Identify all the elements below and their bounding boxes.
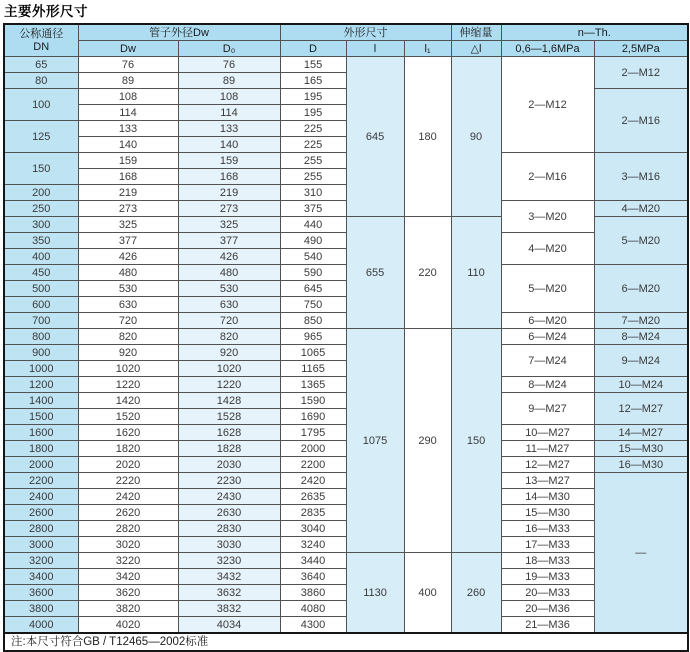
- cell-d: 540: [280, 249, 346, 265]
- cell-dn: 65: [4, 57, 78, 73]
- cell-l1: 180: [404, 57, 451, 217]
- cell-d: 255: [280, 153, 346, 169]
- cell-dw: 1620: [78, 425, 178, 441]
- cell-dw: 530: [78, 281, 178, 297]
- cell-dn: 2400: [4, 489, 78, 505]
- cell-d: 375: [280, 201, 346, 217]
- cell-d0: 1428: [178, 393, 280, 409]
- table-note: 注:本尺寸符合GB / T12465—2002标准: [4, 633, 688, 651]
- cell-d0: 108: [178, 89, 280, 105]
- cell-d0: 3230: [178, 553, 280, 569]
- cell-dw: 820: [78, 329, 178, 345]
- cell-th25: 9—M24: [594, 345, 688, 377]
- cell-d0: 140: [178, 137, 280, 153]
- cell-th25: 16—M30: [594, 457, 688, 473]
- cell-dl: 90: [451, 57, 501, 217]
- cell-th25: 7—M20: [594, 313, 688, 329]
- cell-d0: 89: [178, 73, 280, 89]
- cell-d: 750: [280, 297, 346, 313]
- cell-dn: 200: [4, 185, 78, 201]
- cell-th25: 12—M27: [594, 393, 688, 425]
- cell-d: 1165: [280, 361, 346, 377]
- cell-th25: 15—M30: [594, 441, 688, 457]
- cell-th25: 8—M24: [594, 329, 688, 345]
- cell-d0: 3832: [178, 601, 280, 617]
- cell-l1: 220: [404, 217, 451, 329]
- cell-dn: 125: [4, 121, 78, 153]
- cell-d: 2420: [280, 473, 346, 489]
- cell-dw: 325: [78, 217, 178, 233]
- cell-th16: 14—M30: [501, 489, 594, 505]
- table-row: [4, 57, 688, 73]
- header-l: l: [346, 41, 404, 57]
- cell-dn: 500: [4, 281, 78, 297]
- cell-d0: 2830: [178, 521, 280, 537]
- cell-dw: 2420: [78, 489, 178, 505]
- cell-dn: 350: [4, 233, 78, 249]
- cell-dw: 219: [78, 185, 178, 201]
- cell-dn: 700: [4, 313, 78, 329]
- cell-d0: 1020: [178, 361, 280, 377]
- cell-th16: 4—M20: [501, 233, 594, 265]
- cell-d: 4080: [280, 601, 346, 617]
- cell-d0: 2230: [178, 473, 280, 489]
- cell-d: 2835: [280, 505, 346, 521]
- cell-dn: 1500: [4, 409, 78, 425]
- cell-d0: 630: [178, 297, 280, 313]
- cell-dw: 76: [78, 57, 178, 73]
- cell-dn: 800: [4, 329, 78, 345]
- cell-d0: 159: [178, 153, 280, 169]
- cell-d: 1795: [280, 425, 346, 441]
- cell-th16: 3—M20: [501, 201, 594, 233]
- cell-dn: 900: [4, 345, 78, 361]
- cell-d0: 720: [178, 313, 280, 329]
- cell-dw: 3220: [78, 553, 178, 569]
- cell-d: 195: [280, 105, 346, 121]
- cell-dw: 3020: [78, 537, 178, 553]
- cell-d0: 530: [178, 281, 280, 297]
- cell-dw: 3420: [78, 569, 178, 585]
- header-dn-sub: DN: [33, 40, 50, 53]
- cell-dw: 480: [78, 265, 178, 281]
- cell-dw: 920: [78, 345, 178, 361]
- cell-dn: 3000: [4, 537, 78, 553]
- header-mpa-0616: 0,6—1,6MPa: [501, 41, 594, 57]
- cell-th25: 6—M20: [594, 265, 688, 313]
- cell-th25: 4—M20: [594, 201, 688, 217]
- cell-dw: 2220: [78, 473, 178, 489]
- cell-d: 590: [280, 265, 346, 281]
- cell-d0: 480: [178, 265, 280, 281]
- cell-th16: 19—M33: [501, 569, 594, 585]
- cell-dn: 4000: [4, 617, 78, 634]
- cell-d0: 820: [178, 329, 280, 345]
- cell-dw: 168: [78, 169, 178, 185]
- cell-dw: 4020: [78, 617, 178, 634]
- cell-d: 1365: [280, 377, 346, 393]
- cell-th16: 18—M33: [501, 553, 594, 569]
- cell-th16: 20—M33: [501, 585, 594, 601]
- cell-d0: 1828: [178, 441, 280, 457]
- cell-th16: 6—M20: [501, 313, 594, 329]
- header-delta-l: △l: [451, 41, 501, 57]
- cell-d0: 3432: [178, 569, 280, 585]
- dimensions-table: [3, 23, 689, 652]
- cell-th16: 9—M27: [501, 393, 594, 425]
- cell-th25: —: [594, 473, 688, 634]
- cell-d: 195: [280, 89, 346, 105]
- cell-dn: 2600: [4, 505, 78, 521]
- cell-dw: 140: [78, 137, 178, 153]
- cell-d0: 4034: [178, 617, 280, 634]
- cell-d: 3640: [280, 569, 346, 585]
- cell-l: 655: [346, 217, 404, 329]
- cell-th25: 3—M16: [594, 153, 688, 201]
- cell-l: 645: [346, 57, 404, 217]
- cell-d: 3040: [280, 521, 346, 537]
- cell-dn: 3800: [4, 601, 78, 617]
- cell-th16: 6—M24: [501, 329, 594, 345]
- cell-dn: 150: [4, 153, 78, 185]
- cell-d: 1690: [280, 409, 346, 425]
- cell-d0: 76: [178, 57, 280, 73]
- cell-l: 1130: [346, 553, 404, 634]
- cell-th16: 20—M36: [501, 601, 594, 617]
- cell-d: 490: [280, 233, 346, 249]
- cell-th25: 14—M27: [594, 425, 688, 441]
- cell-d0: 1528: [178, 409, 280, 425]
- cell-d: 850: [280, 313, 346, 329]
- cell-d: 165: [280, 73, 346, 89]
- cell-dn: 1600: [4, 425, 78, 441]
- cell-dl: 110: [451, 217, 501, 329]
- cell-dw: 1420: [78, 393, 178, 409]
- cell-dn: 80: [4, 73, 78, 89]
- cell-d: 310: [280, 185, 346, 201]
- cell-th16: 7—M24: [501, 345, 594, 377]
- cell-d0: 2430: [178, 489, 280, 505]
- header-dn-label: 公称通径: [19, 27, 64, 40]
- cell-dw: 630: [78, 297, 178, 313]
- cell-d: 2200: [280, 457, 346, 473]
- cell-d0: 168: [178, 169, 280, 185]
- cell-th16: 10—M27: [501, 425, 594, 441]
- cell-th16: 8—M24: [501, 377, 594, 393]
- cell-th16: 15—M30: [501, 505, 594, 521]
- cell-th25: 5—M20: [594, 217, 688, 265]
- header-d0: D₀: [178, 41, 280, 57]
- header-pipe-od: 管子外径Dw: [78, 24, 280, 41]
- cell-dn: 3400: [4, 569, 78, 585]
- cell-dw: 2620: [78, 505, 178, 521]
- cell-dw: 3820: [78, 601, 178, 617]
- cell-dl: 150: [451, 329, 501, 553]
- header-dn: [4, 24, 78, 57]
- cell-l1: 400: [404, 553, 451, 634]
- cell-l: 1075: [346, 329, 404, 553]
- cell-d: 645: [280, 281, 346, 297]
- cell-d0: 426: [178, 249, 280, 265]
- table-header: [4, 24, 688, 57]
- cell-d: 255: [280, 169, 346, 185]
- header-d: D: [280, 41, 346, 57]
- cell-dn: 300: [4, 217, 78, 233]
- cell-d0: 273: [178, 201, 280, 217]
- header-mpa-25: 2,5MPa: [594, 41, 688, 57]
- header-expansion: 伸缩量: [451, 24, 501, 41]
- header-l1: l₁: [404, 41, 451, 57]
- cell-dw: 720: [78, 313, 178, 329]
- cell-dn: 400: [4, 249, 78, 265]
- cell-d: 3240: [280, 537, 346, 553]
- cell-dw: 108: [78, 89, 178, 105]
- cell-th16: 2—M16: [501, 153, 594, 201]
- cell-th16: 11—M27: [501, 441, 594, 457]
- cell-th16: 2—M12: [501, 57, 594, 153]
- cell-th16: 5—M20: [501, 265, 594, 313]
- cell-d: 1065: [280, 345, 346, 361]
- cell-dn: 3600: [4, 585, 78, 601]
- cell-dn: 600: [4, 297, 78, 313]
- cell-d: 3860: [280, 585, 346, 601]
- cell-dw: 273: [78, 201, 178, 217]
- cell-d0: 3030: [178, 537, 280, 553]
- cell-d: 1590: [280, 393, 346, 409]
- cell-d0: 2630: [178, 505, 280, 521]
- cell-l1: 290: [404, 329, 451, 553]
- cell-dw: 133: [78, 121, 178, 137]
- cell-d0: 219: [178, 185, 280, 201]
- table-body: [4, 57, 688, 634]
- cell-th25: 10—M24: [594, 377, 688, 393]
- cell-th25: 2—M12: [594, 57, 688, 89]
- cell-th16: 21—M36: [501, 617, 594, 634]
- cell-dn: 2000: [4, 457, 78, 473]
- cell-d0: 377: [178, 233, 280, 249]
- cell-th16: 17—M33: [501, 537, 594, 553]
- cell-dw: 89: [78, 73, 178, 89]
- cell-dl: 260: [451, 553, 501, 634]
- cell-d0: 1220: [178, 377, 280, 393]
- cell-d: 225: [280, 121, 346, 137]
- table-row: [4, 329, 688, 345]
- cell-dw: 426: [78, 249, 178, 265]
- cell-dw: 3620: [78, 585, 178, 601]
- cell-d0: 3632: [178, 585, 280, 601]
- cell-d: 965: [280, 329, 346, 345]
- cell-d: 4300: [280, 617, 346, 634]
- cell-dn: 450: [4, 265, 78, 281]
- cell-dw: 1820: [78, 441, 178, 457]
- cell-dw: 1520: [78, 409, 178, 425]
- cell-d: 3440: [280, 553, 346, 569]
- cell-dw: 1020: [78, 361, 178, 377]
- cell-dw: 2020: [78, 457, 178, 473]
- cell-dw: 159: [78, 153, 178, 169]
- header-outline-dims: 外形尺寸: [280, 24, 451, 41]
- header-n-th: n—Th.: [501, 24, 688, 41]
- cell-d: 155: [280, 57, 346, 73]
- cell-dn: 2200: [4, 473, 78, 489]
- cell-d: 2635: [280, 489, 346, 505]
- page-title: 主要外形尺寸: [4, 4, 88, 19]
- cell-d0: 114: [178, 105, 280, 121]
- cell-th16: 16—M33: [501, 521, 594, 537]
- cell-dn: 1800: [4, 441, 78, 457]
- cell-d0: 2030: [178, 457, 280, 473]
- cell-d: 2000: [280, 441, 346, 457]
- cell-dw: 1220: [78, 377, 178, 393]
- cell-dn: 1200: [4, 377, 78, 393]
- cell-dn: 1000: [4, 361, 78, 377]
- cell-dw: 377: [78, 233, 178, 249]
- cell-d: 440: [280, 217, 346, 233]
- cell-th16: 12—M27: [501, 457, 594, 473]
- cell-dn: 100: [4, 89, 78, 121]
- cell-dn: 3200: [4, 553, 78, 569]
- cell-th25: 2—M16: [594, 89, 688, 153]
- cell-d0: 133: [178, 121, 280, 137]
- cell-d0: 325: [178, 217, 280, 233]
- cell-th16: 13—M27: [501, 473, 594, 489]
- cell-dn: 1400: [4, 393, 78, 409]
- header-dw: Dw: [78, 41, 178, 57]
- cell-d: 225: [280, 137, 346, 153]
- cell-dw: 114: [78, 105, 178, 121]
- cell-d0: 1628: [178, 425, 280, 441]
- cell-dn: 2800: [4, 521, 78, 537]
- table-row: [4, 553, 688, 569]
- cell-dn: 250: [4, 201, 78, 217]
- cell-dw: 2820: [78, 521, 178, 537]
- cell-d0: 920: [178, 345, 280, 361]
